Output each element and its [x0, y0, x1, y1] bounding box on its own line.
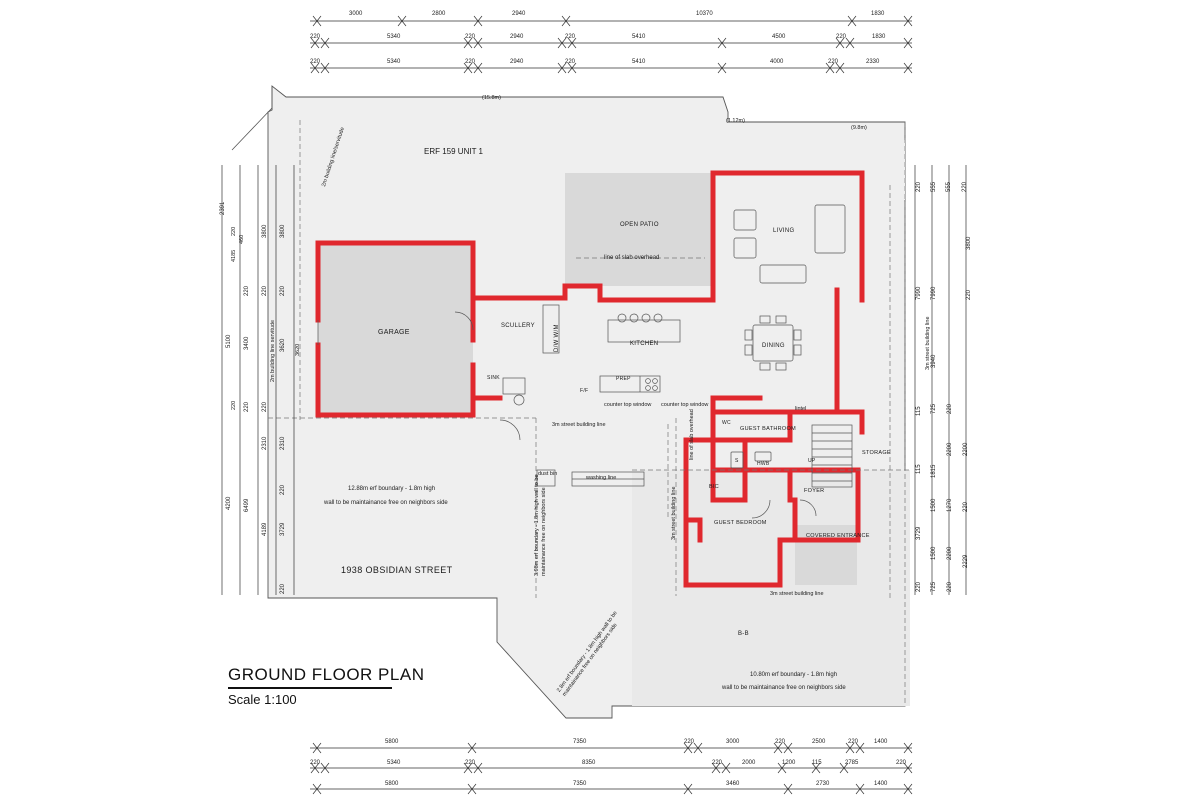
dim-right-25: 220 [947, 581, 953, 592]
dim-bot2-1: 5340 [387, 760, 401, 766]
dim-right-4: 3800 [966, 236, 972, 250]
dim-right-5: 7990 [916, 286, 922, 300]
dim-top2-1: 5340 [387, 34, 401, 40]
dim-left-18: 220 [280, 583, 286, 594]
dim-top2-3: 2940 [510, 34, 524, 40]
dim-left-2: 3800 [280, 224, 286, 238]
annotation-erf-boundary-3-98m: 3.98m erf boundary - 1.8m high wall to be maintainance free on neighbors side [534, 474, 547, 576]
annotation-street-building-line-1: 3m street building line [552, 422, 606, 428]
dim-right-19: 3729 [916, 526, 922, 540]
dim-top3-0: 220 [310, 59, 321, 65]
dim-top3-1: 5340 [387, 59, 401, 65]
dim-bot1-2: 220 [684, 739, 695, 745]
dim-bot1-1: 7350 [573, 739, 587, 745]
dim-bot2-5: 2000 [742, 760, 756, 766]
dim-top3-4: 220 [565, 59, 576, 65]
section-marker-bb: B-B [738, 631, 749, 637]
dim-bot2-0: 220 [310, 760, 321, 766]
room-label-prep: PREP [616, 376, 631, 382]
dim-top2-4: 220 [565, 34, 576, 40]
dim-bot1-3: 3000 [726, 739, 740, 745]
dim-top2-8: 1830 [872, 34, 886, 40]
dim-right-20: 1500 [931, 546, 937, 560]
label-lintel: lintel [795, 406, 807, 412]
room-label-wc: WC [722, 420, 731, 426]
annotation-dim-15-8m: (15.8m) [482, 95, 501, 101]
label-washing-line: washing line [586, 475, 617, 481]
dim-top1-4: 1830 [871, 11, 885, 17]
dim-left-14: 4200 [226, 496, 232, 510]
room-label-dw-wm: D/W W/M [554, 324, 560, 352]
annotation-erf-boundary-2-8m: 2.8m erf boundary - 1.8m high wall to be maintainance free on neighbors side [556, 610, 619, 698]
dim-bot3-1: 7350 [573, 781, 587, 787]
dim-bot1-5: 2500 [812, 739, 826, 745]
dim-top1-2: 2940 [512, 11, 526, 17]
dim-bot2-9: 220 [896, 760, 907, 766]
annotation-counter-top-window-1: counter top window [604, 402, 652, 408]
dim-bot2-3: 8350 [582, 760, 596, 766]
dimension-lines-right [915, 165, 966, 595]
dim-right-24: 725 [931, 581, 937, 592]
dim-right-15: 115 [916, 464, 922, 474]
dim-bot1-4: 220 [775, 739, 786, 745]
annotation-slab-overhead: line of slab overhead [604, 255, 660, 261]
room-label-sink: SINK [487, 375, 500, 381]
dim-left-10: 220 [262, 401, 268, 412]
room-label-open-patio: OPEN PATIO [620, 222, 659, 228]
dim-bot2-2: 220 [465, 760, 476, 766]
dim-right-10: 725 [931, 403, 937, 414]
room-label-kitchen: KITCHEN [630, 341, 659, 347]
dim-right-13: 2200 [963, 442, 969, 456]
dim-left-5: 220 [280, 285, 286, 296]
dim-right-0: 220 [916, 181, 922, 192]
room-label-covered-entrance: COVERED ENTRANCE [806, 533, 870, 539]
annotation-dim-9-8m: (9.8m) [851, 125, 867, 131]
dim-left-1: 3800 [262, 224, 268, 238]
dim-top3-2: 220 [465, 59, 476, 65]
dim-bot2-7: 115 [812, 760, 822, 766]
dim-bot1-7: 1400 [874, 739, 888, 745]
page-title: GROUND FLOOR PLAN [228, 665, 425, 684]
dim-small-1: 460 [239, 234, 245, 244]
room-label-bic: BIC [709, 484, 720, 490]
room-label-guest-bedroom: GUEST BEDROOM [714, 520, 767, 526]
dim-right-7: 220 [966, 289, 972, 300]
dim-small-0: 220 [231, 226, 237, 236]
label-dust-bin: dust bin [538, 471, 558, 477]
dim-small-3: 220 [231, 400, 237, 410]
annotation-erf-boundary-10-80m-line2: wall to be maintainance free on neighbors side [722, 685, 846, 691]
dim-right-3: 220 [962, 181, 968, 192]
annotation-building-line-servitude-2: 2m building line servitude [270, 319, 276, 382]
dim-bot1-0: 5800 [385, 739, 399, 745]
dim-top2-2: 220 [465, 34, 476, 40]
annotation-dim-1-12m: (1.12m) [726, 118, 745, 124]
dim-right-12: 2200 [947, 442, 953, 456]
dim-right-22: 2229 [963, 554, 969, 568]
dim-top2-0: 220 [310, 34, 321, 40]
dim-left-12: 2310 [280, 436, 286, 450]
dim-right-2: 555 [946, 181, 952, 192]
annotation-erf-boundary-12-88m: 12.88m erf boundary - 1.8m high [348, 486, 436, 492]
dim-left-17: 3729 [280, 522, 286, 536]
dim-left-15: 6499 [244, 498, 250, 512]
dim-left-4: 220 [262, 285, 268, 296]
dim-left-16: 4189 [262, 522, 268, 536]
dim-bot1-6: 220 [848, 739, 859, 745]
dim-top1-1: 2800 [432, 11, 446, 17]
dim-right-16: 1500 [931, 498, 937, 512]
dim-left-11: 2310 [262, 436, 268, 450]
annotation-erf-boundary-10-80m: 10.80m erf boundary - 1.8m high [750, 672, 838, 678]
room-label-dining: DINING [762, 343, 785, 349]
dim-top3-8: 2330 [866, 59, 880, 65]
dim-top3-3: 2940 [510, 59, 524, 65]
dim-right-1: 555 [931, 181, 937, 192]
dim-bot3-0: 5800 [385, 781, 399, 787]
dim-right-21: 2200 [947, 546, 953, 560]
dim-left-6: 5100 [226, 334, 232, 348]
title-underline [228, 687, 392, 689]
dim-right-23: 220 [916, 581, 922, 592]
dim-small-2: 4185 [231, 249, 237, 262]
room-label-fridge: F/F [580, 388, 589, 394]
dim-right-18: 220 [963, 501, 969, 512]
dim-top2-5: 5410 [632, 34, 646, 40]
dim-left-13: 220 [280, 484, 286, 495]
dim-left-7: 3400 [244, 336, 250, 350]
annotation-erf-boundary-12-88m-line2: wall to be maintainance free on neighbors side [324, 500, 448, 506]
dim-left-9: 220 [244, 401, 250, 412]
room-label-garage: GARAGE [378, 329, 410, 336]
dim-right-17: 1270 [947, 498, 953, 512]
dim-small-4: 3620 [295, 343, 301, 356]
dim-top1-0: 3000 [349, 11, 363, 17]
annotation-building-line-servitude-1: 2m building line/servitude [321, 126, 346, 188]
dim-right-11: 220 [947, 403, 953, 414]
room-label-foyer: FOYER [804, 488, 825, 494]
annotation-street-building-line-3: 3m street building line [770, 591, 824, 597]
annotation-counter-top-window-2: counter top window [661, 402, 709, 408]
annotation-street-building-line-2: 3m street building line [671, 486, 677, 540]
room-label-scullery: SCULLERY [501, 323, 535, 329]
dim-top3-5: 5410 [632, 59, 646, 65]
room-label-living: LIVING [773, 228, 795, 234]
dim-top3-7: 220 [828, 59, 839, 65]
dim-left-8: 3620 [280, 338, 286, 352]
dim-right-8: 3940 [931, 354, 937, 368]
street-address-label: 1938 OBSIDIAN STREET [341, 565, 453, 575]
annotation-slab-overhead-2: line of slab overhead [689, 409, 695, 460]
dim-top1-3: 10370 [696, 11, 713, 17]
annotation-street-building-line-4: 3m street building line [925, 316, 931, 370]
dim-top3-6: 4000 [770, 59, 784, 65]
room-label-shower: S [735, 458, 739, 464]
room-label-up: UP [808, 458, 816, 464]
dim-bot3-4: 1400 [874, 781, 888, 787]
dim-right-9: 115 [916, 406, 922, 416]
dim-bot3-2: 3460 [726, 781, 740, 787]
dim-bot3-3: 2730 [816, 781, 830, 787]
scale-label: Scale 1:100 [228, 692, 297, 707]
erf-label: ERF 159 UNIT 1 [424, 147, 483, 156]
room-label-hwb: HWB [757, 461, 770, 467]
dim-bot2-6: 1200 [782, 760, 796, 766]
dim-right-6: 7990 [931, 286, 937, 300]
dim-left-3: 220 [244, 285, 250, 296]
dim-top2-6: 4500 [772, 34, 786, 40]
dim-bot2-4: 220 [712, 760, 723, 766]
room-label-storage: STORAGE [862, 450, 891, 456]
dim-top2-7: 220 [836, 34, 847, 40]
dim-right-14: 1815 [931, 464, 937, 478]
dim-bot2-8: 2785 [845, 760, 859, 766]
dim-left-0: 2391 [220, 201, 226, 215]
room-label-guest-bathroom-1: GUEST BATHROOM [740, 426, 796, 432]
